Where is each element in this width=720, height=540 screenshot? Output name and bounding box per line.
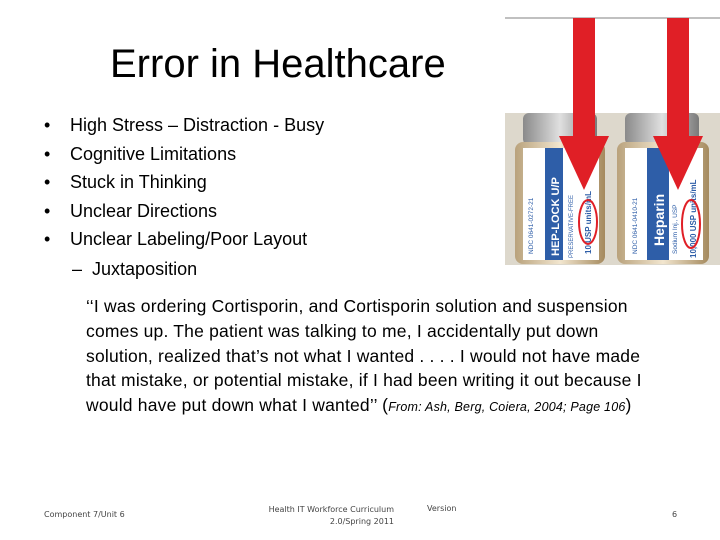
bullet-item	[38, 112, 324, 141]
heparin-vials-image	[505, 18, 720, 265]
bullet-marker: •	[44, 172, 51, 193]
footer-page-number: 6	[672, 510, 678, 519]
sub-bullet-text: Juxtaposition	[92, 259, 198, 279]
bullet-text: Stuck in Thinking	[70, 172, 207, 193]
vial-right	[617, 113, 709, 264]
bullet-text: Unclear Directions	[70, 200, 218, 221]
vial-right-sub: Sodium Inj., USP	[672, 204, 679, 254]
footer-curriculum-line2: 2.0/Spring 2011	[329, 517, 394, 526]
quote-text: I was ordering Cortisporin, and Cortisporin solution and suspension comes up. The patient was talking to me, I accidentally put down solution, realized that’s not what I wanted . . . . I would not have made that mistake, or potential mistake, if I had been writing it out because I would have put down what I wanted	[86, 296, 642, 416]
vial-left-sub: PRESERVATIVE-FREE	[569, 194, 575, 258]
footer-version: Version	[427, 504, 457, 513]
citation: From: Ash, Berg, Coiera, 2004; Page 106	[388, 400, 626, 415]
citation-close: )	[625, 395, 632, 416]
bullet-list	[38, 112, 324, 255]
vial-right-ndc: NDC 0641-0410-21	[632, 197, 639, 254]
sub-bullet	[72, 257, 197, 281]
bullet-text: Unclear Labeling/Poor Layout	[70, 229, 308, 250]
bullet-marker: •	[44, 229, 51, 250]
vial-right-dose: 10,000 USP units/mL	[689, 179, 698, 258]
footer-component: Component 7/Unit 6	[44, 510, 125, 519]
bullet-item	[38, 141, 324, 170]
bullet-text: Cognitive Limitations	[70, 143, 237, 164]
slide-title: Error in Healthcare	[110, 42, 446, 86]
bullet-marker: •	[44, 200, 51, 221]
bullet-text: High Stress – Distraction - Busy	[70, 115, 325, 135]
vial-right-label: Heparin	[651, 193, 667, 246]
citation-open: (	[377, 395, 389, 416]
quote-block	[86, 294, 666, 420]
quote-close-mark: ’’	[369, 395, 378, 416]
bullet-marker: •	[44, 115, 51, 135]
bullet-item	[38, 198, 324, 227]
quote-open-mark: ‘‘	[86, 296, 94, 316]
bullet-item	[38, 226, 324, 255]
vial-left-ndc: NDC 0641-0272-21	[528, 197, 535, 254]
vial-left-label: HEP-LOCK U/P	[550, 177, 562, 256]
bullet-marker: •	[44, 143, 51, 164]
bullet-item	[38, 169, 324, 198]
vial-left-dose: 10 USP units/mL	[584, 191, 593, 254]
footer-curriculum	[258, 504, 394, 528]
footer-curriculum-line1: Health IT Workforce Curriculum	[268, 505, 394, 514]
sub-bullet-marker: –	[72, 259, 83, 279]
